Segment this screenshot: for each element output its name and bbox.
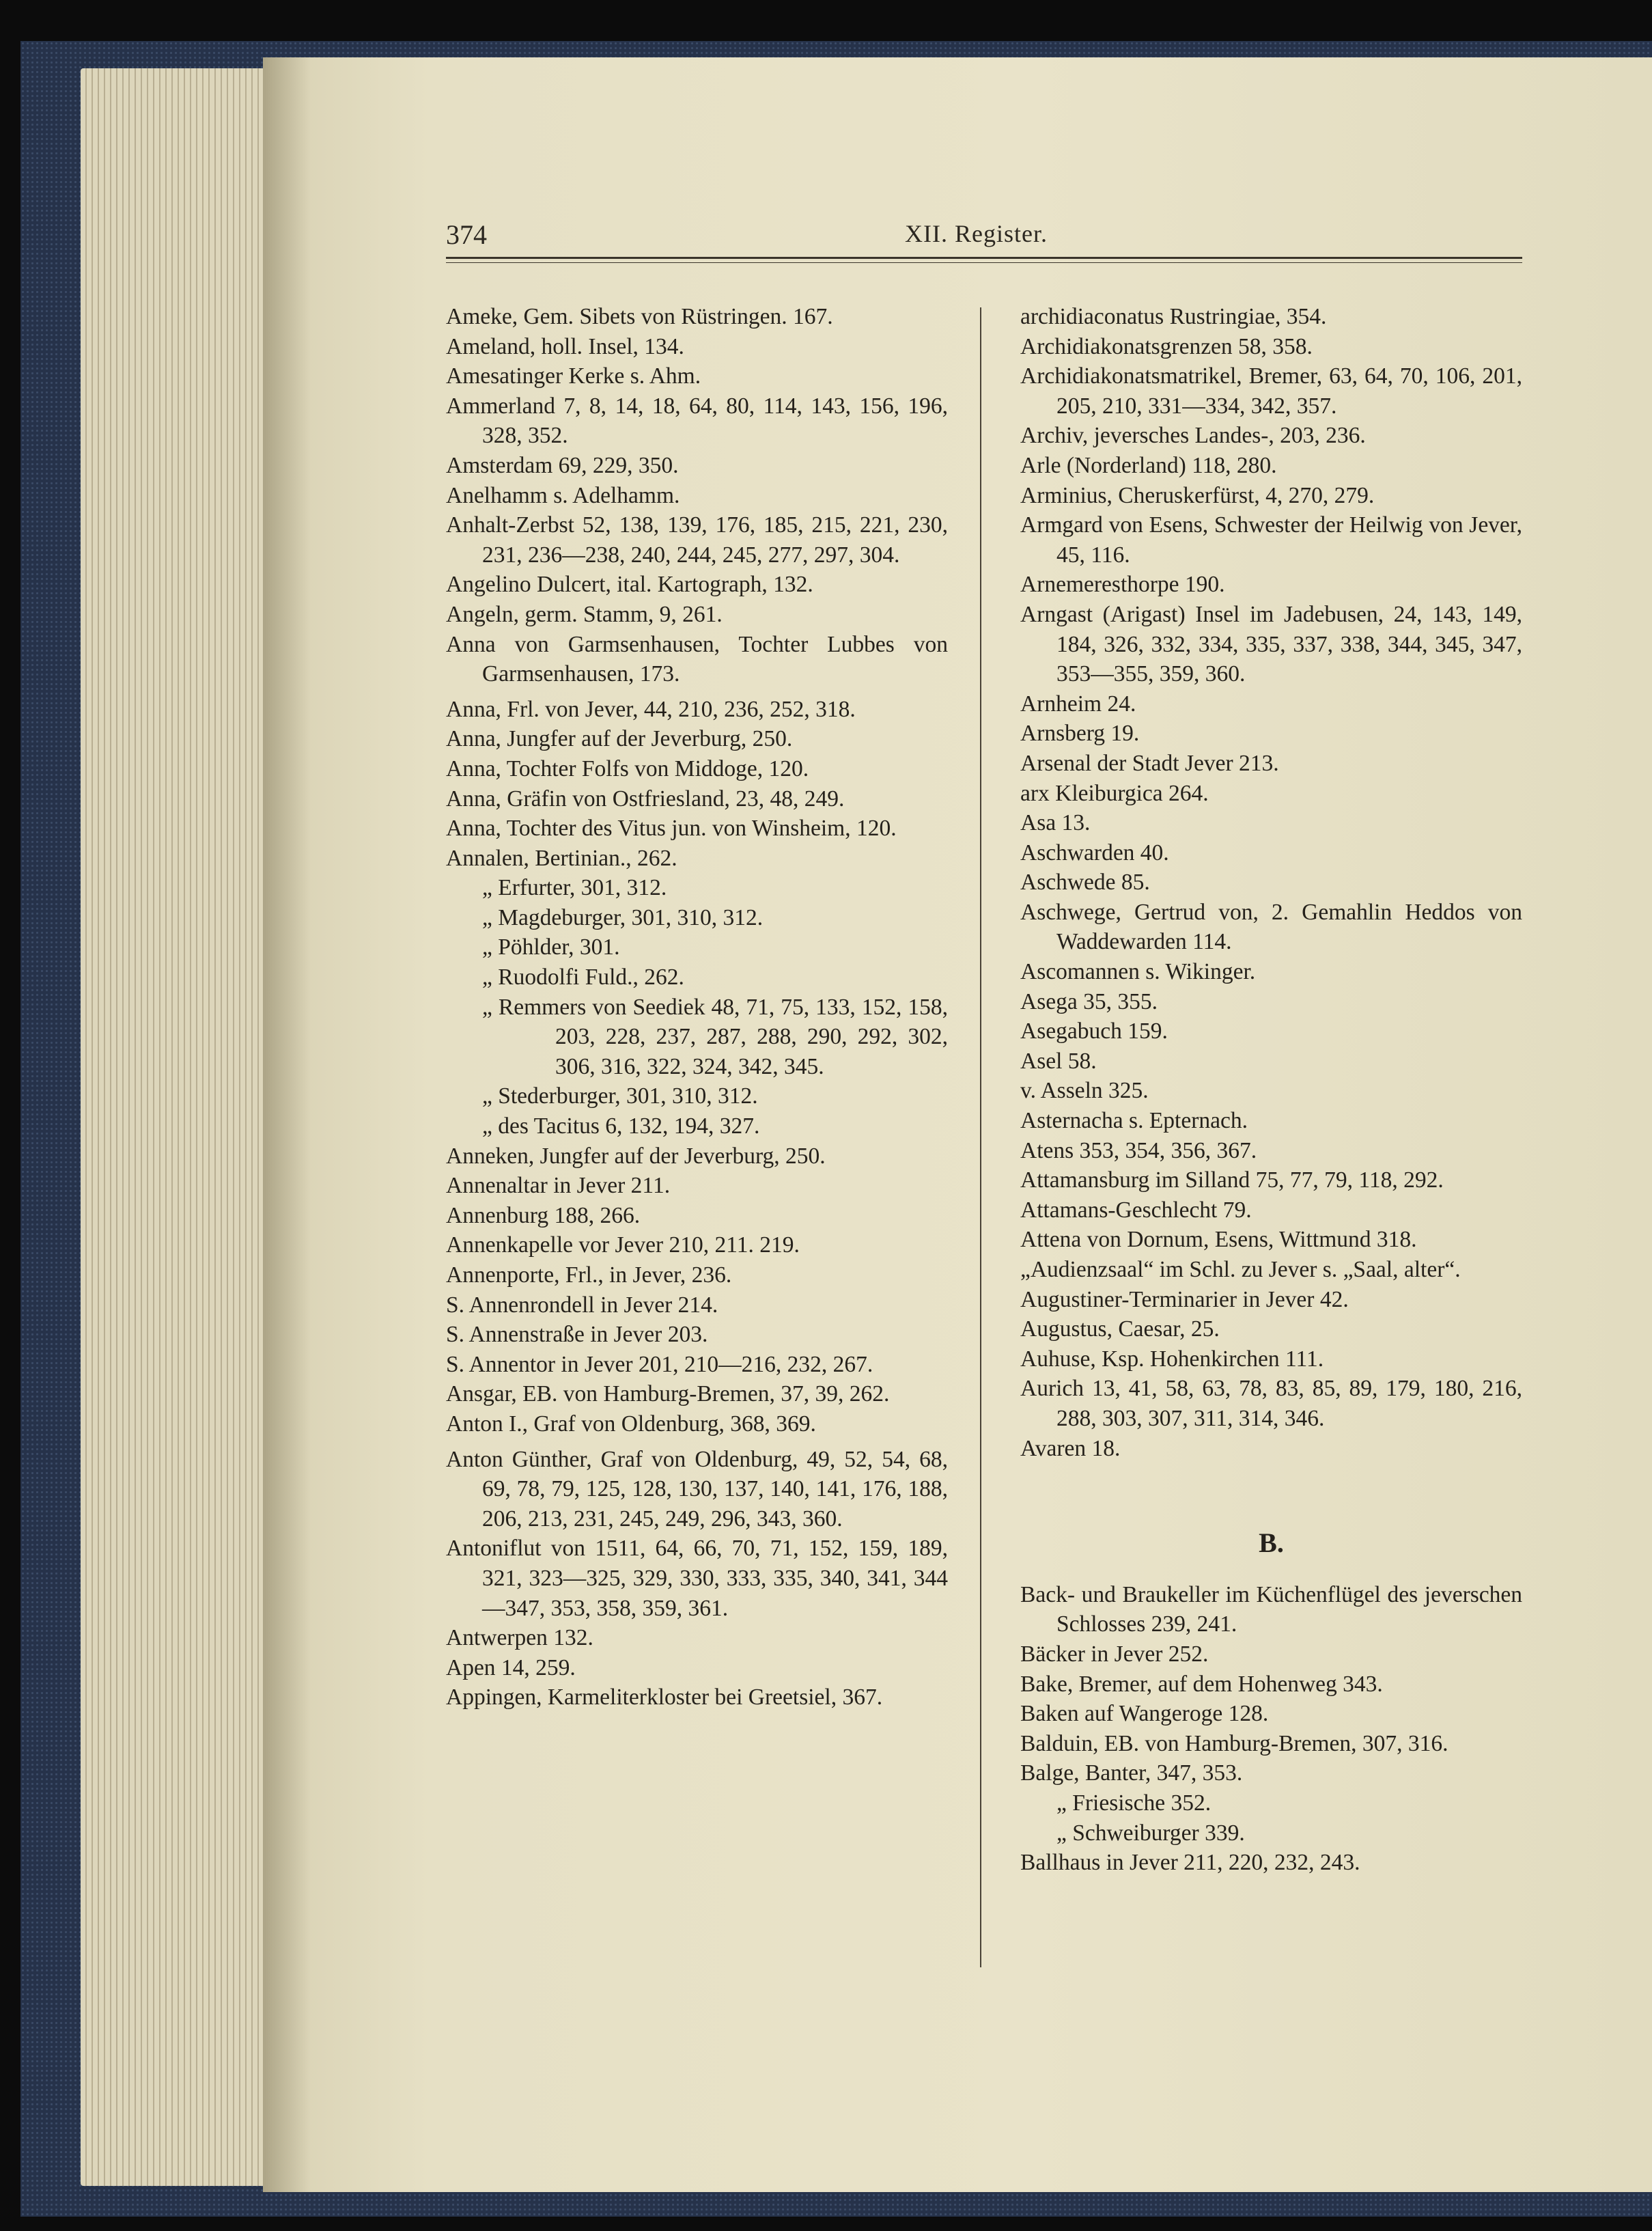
index-entry: Anneken, Jungfer auf der Jeverburg, 250. [446,1143,826,1169]
index-entry: Auhuse, Ksp. Hohenkirchen 111. [1020,1346,1324,1372]
index-entry: Annalen, Bertinian., 262. [446,845,677,871]
index-entry: „Audienzsaal“ im Schl. zu Jever s. „Saal, alter“. [1020,1257,1461,1282]
index-entry: Ameke, Gem. Sibets von Rüstringen. 167. [446,304,833,329]
index-subentry: „ Ruodolfi Fuld., 262. [482,965,684,990]
index-subentry: „ Remmers von Seediek 48, 71, 75, 133, 152, 158, 203, 228, 237, 287, 288, 290, 292, 302, 306, 316, 322, 324, 342, 345. [482,994,948,1079]
index-subentry: „ Stederburger, 301, 310, 312. [482,1083,758,1109]
index-entry: Antwerpen 132. [446,1625,593,1651]
column-divider [980,307,981,1967]
index-entry: Arnsberg 19. [1020,721,1140,747]
index-entry: Angeln, germ. Stamm, 9, 261. [446,601,723,627]
index-entry: Atens 353, 354, 356, 367. [1020,1137,1257,1163]
index-entry: Antoniflut von 1511, 64, 66, 70, 71, 152, 159, 189, 321, 323—325, 329, 330, 333, 335, 340, 341, 344—347, 353, 358, 359, 361. [446,1536,948,1621]
header-rule [446,257,1522,259]
index-entry: Amsterdam 69, 229, 350. [446,452,679,478]
index-entry: Annenporte, Frl., in Jever, 236. [446,1262,732,1288]
entry-spacer [446,1439,948,1445]
index-entry: Anna, Jungfer auf der Jeverburg, 250. [446,726,793,752]
index-entry: Avaren 18. [1020,1435,1121,1461]
running-header: XII. Register. [905,220,1048,247]
index-entry: Balduin, EB. von Hamburg-Bremen, 307, 316. [1020,1730,1448,1756]
index-entry: Apen 14, 259. [446,1654,576,1680]
index-subentry: „ Friesische 352. [1056,1790,1212,1816]
index-entry: Annenburg 188, 266. [446,1202,641,1228]
index-entry: Ameland, holl. Insel, 134. [446,333,684,359]
index-entry: Appingen, Karmeliterkloster bei Greetsiel, 367. [446,1685,883,1710]
index-entry: Ansgar, EB. von Hamburg-Bremen, 37, 39, 262. [446,1381,890,1407]
index-entry: Back- und Braukeller im Küchenflügel des jeverschen Schlosses 239, 241. [1020,1581,1522,1637]
index-entry: Attamansburg im Silland 75, 77, 79, 118, 292. [1020,1167,1444,1193]
index-entry: S. Annenrondell in Jever 214. [446,1292,718,1318]
index-entry: Aurich 13, 41, 58, 63, 78, 83, 85, 89, 179, 180, 216, 288, 303, 307, 311, 314, 346. [1020,1376,1522,1431]
index-subentry: „ Erfurter, 301, 312. [482,875,667,901]
index-entry: Augustus, Caesar, 25. [1020,1316,1220,1342]
index-entry: Ascomannen s. Wikinger. [1020,959,1256,985]
index-entry: Attena von Dornum, Esens, Wittmund 318. [1020,1227,1417,1253]
right-entries [1020,302,1522,1463]
index-entry: S. Annenstraße in Jever 203. [446,1322,708,1348]
index-entry: Archiv, jeversches Landes-, 203, 236. [1020,423,1366,449]
index-entry: Asegabuch 159. [1020,1018,1168,1044]
index-entry: Anna, Tochter des Vitus jun. von Winsheim, 120. [446,816,897,842]
index-entry: Anton Günther, Graf von Oldenburg, 49, 52, 54, 68, 69, 78, 79, 125, 128, 130, 137, 140, 141, 176, 188, 206, 213, 231, 245, 249, 296, 343, 360. [446,1446,948,1532]
index-entry: Asa 13. [1020,810,1091,836]
gutter-shadow [263,57,311,2192]
index-entry: Archidiakonatsmatrikel, Bremer, 63, 64, 70, 106, 201, 205, 210, 331—334, 342, 357. [1020,363,1522,419]
page-number: 374 [446,219,487,250]
section-b-entries [1020,1580,1522,1878]
index-subentry: „ des Tacitus 6, 132, 194, 327. [482,1113,760,1139]
index-entry: Bäcker in Jever 252. [1020,1641,1209,1667]
index-entry: Anhalt-Zerbst 52, 138, 139, 176, 185, 215, 221, 230, 231, 236—238, 240, 244, 245, 277, 297, 304. [446,512,948,568]
entry-spacer [446,689,948,695]
index-subentry: „ Pöhlder, 301. [482,934,620,960]
index-entry: S. Annentor in Jever 201, 210—216, 232, 267. [446,1351,873,1377]
page-edges [81,68,266,2186]
header-rule-thin [446,262,1522,263]
index-entry: Arminius, Cheruskerfürst, 4, 270, 279. [1020,482,1375,508]
index-entry: arx Kleiburgica 264. [1020,780,1209,806]
index-entry: Arnheim 24. [1020,691,1136,717]
index-entry: Balge, Banter, 347, 353. [1020,1760,1243,1786]
index-entry: Aschwarden 40. [1020,840,1169,865]
index-entry: Anelhamm s. Adelhamm. [446,482,680,508]
index-entry: Arsenal der Stadt Jever 213. [1020,750,1279,776]
index-entry: Ammerland 7, 8, 14, 18, 64, 80, 114, 143, 156, 196, 328, 352. [446,393,948,449]
index-entry: Baken auf Wangeroge 128. [1020,1701,1269,1727]
index-entry: Amesatinger Kerke s. Ahm. [446,363,701,389]
right-column [1020,302,1522,1878]
index-entry: Armgard von Esens, Schwester der Heilwig von Jever, 45, 116. [1020,512,1522,568]
index-entry: Anna, Gräfin von Ostfriesland, 23, 48, 249. [446,786,845,812]
index-entry: Archidiakonatsgrenzen 58, 358. [1020,333,1313,359]
index-entry: Aschwede 85. [1020,870,1150,896]
index-entry: Arngast (Arigast) Insel im Jadebusen, 24, 143, 149, 184, 326, 332, 334, 335, 337, 338, 344, 345, 347, 353—355, 359, 360. [1020,601,1522,687]
index-entry: Bake, Bremer, auf dem Hohenweg 343. [1020,1671,1383,1697]
index-entry: Annenaltar in Jever 211. [446,1173,671,1199]
section-heading-b: B. [1259,1527,1284,1559]
index-entry: Angelino Dulcert, ital. Kartograph, 132. [446,572,813,598]
index-entry: Anna, Tochter Folfs von Middoge, 120. [446,756,809,781]
section-spacer [1020,1463,1522,1528]
index-entry: archidiaconatus Rustringiae, 354. [1020,304,1327,329]
index-entry: Asel 58. [1020,1048,1097,1074]
index-entry: Attamans-Geschlecht 79. [1020,1197,1252,1223]
index-entry: Asternacha s. Epternach. [1020,1108,1248,1134]
left-column [446,302,948,1713]
index-entry: Augustiner-Terminarier in Jever 42. [1020,1286,1349,1312]
index-subentry: „ Magdeburger, 301, 310, 312. [482,904,764,930]
index-entry: Anna, Frl. von Jever, 44, 210, 236, 252, 318. [446,696,856,722]
index-entry: Aschwege, Gertrud von, 2. Gemahlin Heddos von Waddewarden 114. [1020,899,1522,955]
index-entry: Anna von Garmsenhausen, Tochter Lubbes von Garmsenhausen, 173. [446,631,948,687]
index-subentry: „ Schweiburger 339. [1056,1820,1245,1846]
index-entry: Arle (Norderland) 118, 280. [1020,452,1277,478]
index-entry: Arnemeresthorpe 190. [1020,572,1225,598]
index-entry: v. Asseln 325. [1020,1078,1149,1104]
index-entry: Ballhaus in Jever 211, 220, 232, 243. [1020,1850,1360,1876]
index-entry: Anton I., Graf von Oldenburg, 368, 369. [446,1411,816,1437]
index-entry: Asega 35, 355. [1020,988,1158,1014]
index-entry: Annenkapelle vor Jever 210, 211. 219. [446,1232,800,1258]
